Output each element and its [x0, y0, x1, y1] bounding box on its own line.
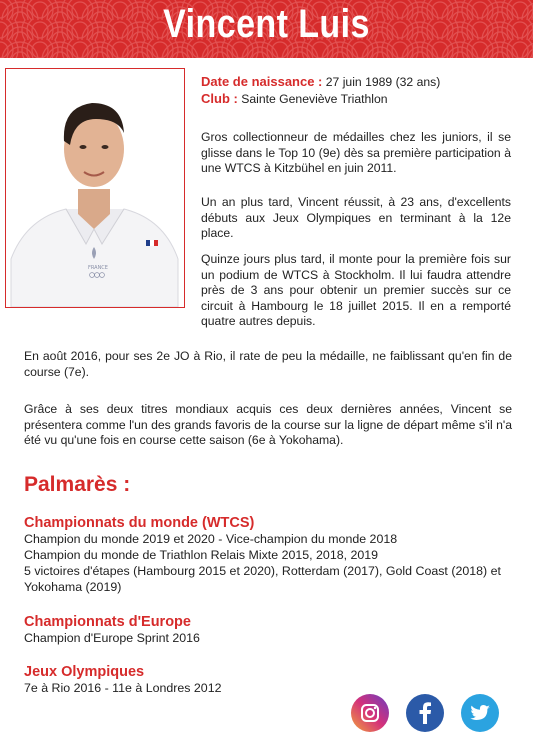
header-banner [0, 0, 533, 58]
bio-paragraph-2: Un an plus tard, Vincent réussit, à 23 ans, d'excellents débuts aux Jeux Olympiques en terminant à la 12e place. [201, 195, 511, 241]
bio-paragraph-1: Gros collectionneur de médailles chez les juniors, il se glisse dans le Top 10 (9e) dès sa première participation à une WTCS à Kitzbühel en juin 2011. [201, 130, 511, 176]
birth-date-row [201, 74, 511, 91]
bio-paragraph-4: En août 2016, pour ses 2e JO à Rio, il rate de peu la médaille, ne faiblissant qu'en fin de course (7e). [24, 349, 512, 379]
palmares-heading: Palmarès : [24, 473, 131, 496]
section-olympic-games [24, 664, 514, 696]
section-title: Championnats d'Europe [24, 614, 191, 630]
bio-paragraph-5: Grâce à ses deux titres mondiaux acquis ces deux dernières années, Vincent se présentera comme l'un des grands favoris de la course sur la ligne de départ même s'il n'a été vu qu'une fois en course cette saison (6e à Yokohama). [24, 402, 512, 448]
svg-text:FRANCE: FRANCE [88, 265, 108, 271]
section-line: 7e à Rio 2016 - 11e à Londres 2012 [24, 681, 222, 695]
birth-date-label: Date de naissance : [201, 74, 323, 89]
section-title: Jeux Olympiques [24, 664, 145, 680]
page-title: Vincent Luis [163, 2, 370, 46]
athlete-info [201, 74, 511, 107]
section-line: Champion d'Europe Sprint 2016 [24, 631, 200, 645]
club-label: Club : [201, 90, 238, 106]
club-row [201, 91, 511, 108]
club-value: Sainte Geneviève Triathlon [241, 91, 388, 106]
section-line: 5 victoires d'étapes (Hambourg 2015 et 2020), Rotterdam (2017), Gold Coast (2018) et Yokohama (2019) [24, 564, 501, 594]
athlete-photo [5, 68, 185, 308]
section-european-championships [24, 614, 514, 646]
section-title: Championnats du monde (WTCS) [24, 515, 255, 531]
section-line: Champion du monde 2019 et 2020 - Vice-champion du monde 2018 [24, 532, 398, 546]
facebook-icon[interactable] [405, 693, 445, 733]
section-world-championships [24, 515, 514, 595]
section-line: Champion du monde de Triathlon Relais Mixte 2015, 2018, 2019 [24, 548, 379, 562]
twitter-icon[interactable] [460, 693, 500, 733]
birth-date-value: 27 juin 1989 (32 ans) [325, 75, 441, 89]
instagram-icon[interactable] [350, 693, 390, 733]
bio-paragraph-3: Quinze jours plus tard, il monte pour la première fois sur un podium de WTCS à Stockholm. Il lui faudra attendre près de 3 ans pour obtenir un premier succès sur ce circuit à Hambourg le 18 juillet 2015. Il en a remporté quatre autres depuis. [201, 252, 511, 329]
